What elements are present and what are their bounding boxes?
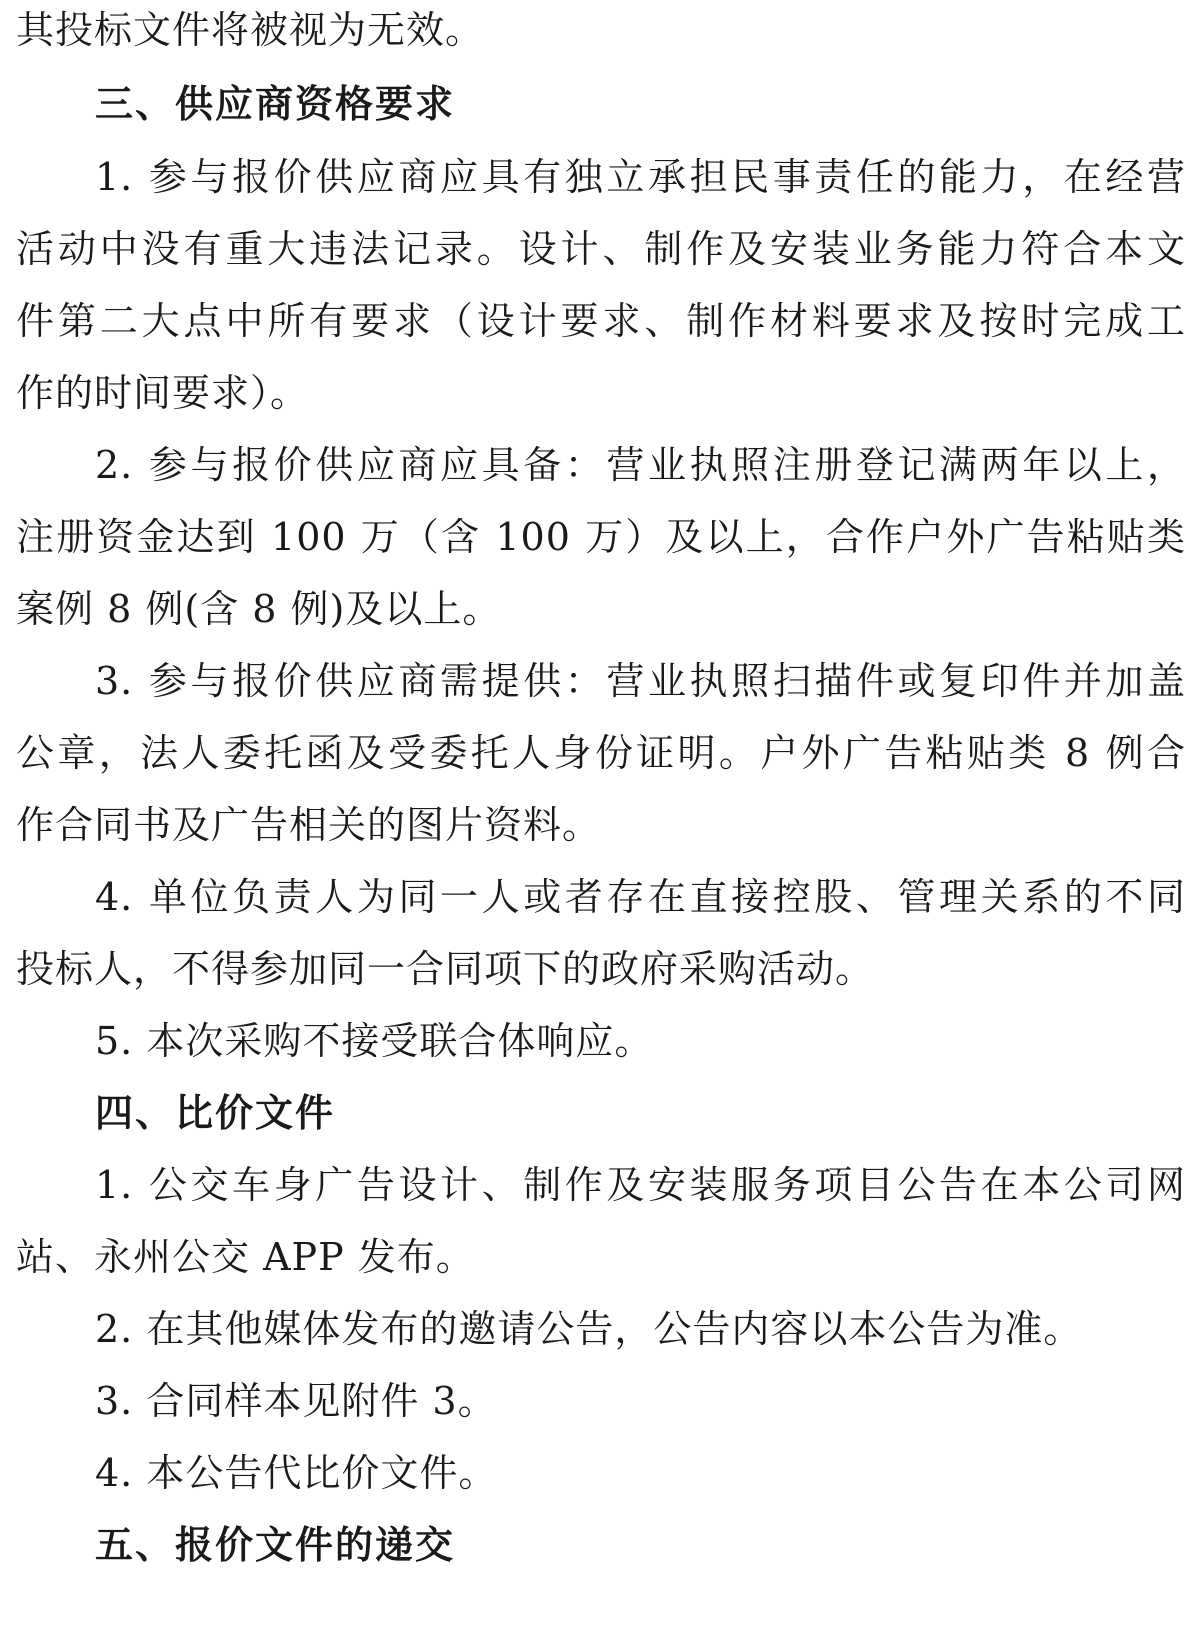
paragraph-line: 作合同书及广告相关的图片资料。 [16,803,602,847]
paragraph-line: 3. 参与报价供应商需提供：营业执照扫描件或复印件并加盖 [95,659,1186,703]
section-heading-5: 五、报价文件的递交 [95,1523,456,1567]
paragraph-line: 公章，法人委托函及受委托人身份证明。户外广告粘贴类 8 例合 [16,731,1186,775]
paragraph-line: 1. 公交车身广告设计、制作及安装服务项目公告在本公司网 [95,1163,1186,1207]
paragraph-line: 3. 合同样本见附件 3。 [95,1379,497,1423]
paragraph-line: 站、永州公交 APP 发布。 [16,1235,475,1279]
paragraph-line: 案例 8 例(含 8 例)及以上。 [16,587,502,631]
paragraph-line: 2. 参与报价供应商应具备：营业执照注册登记满两年以上， [95,443,1186,487]
paragraph-line: 1. 参与报价供应商应具有独立承担民事责任的能力，在经营 [95,155,1186,199]
paragraph-line: 4. 本公告代比价文件。 [95,1451,498,1495]
paragraph-line: 作的时间要求）。 [16,371,310,415]
paragraph-line: 4. 单位负责人为同一人或者存在直接控股、管理关系的不同 [95,875,1186,919]
paragraph-line: 5. 本次采购不接受联合体响应。 [95,1019,654,1063]
paragraph-line: 件第二大点中所有要求（设计要求、制作材料要求及按时完成工 [16,299,1186,343]
paragraph-line: 其投标文件将被视为无效。 [16,8,485,52]
paragraph-line: 注册资金达到 100 万（含 100 万）及以上，合作户外广告粘贴类 [16,515,1186,559]
paragraph-line: 投标人，不得参加同一合同项下的政府采购活动。 [16,947,875,991]
section-heading-3: 三、供应商资格要求 [95,82,456,126]
section-heading-4: 四、比价文件 [95,1091,336,1135]
paragraph-line: 活动中没有重大违法记录。设计、制作及安装业务能力符合本文 [16,227,1186,271]
paragraph-line: 2. 在其他媒体发布的邀请公告，公告内容以本公告为准。 [95,1307,1083,1351]
